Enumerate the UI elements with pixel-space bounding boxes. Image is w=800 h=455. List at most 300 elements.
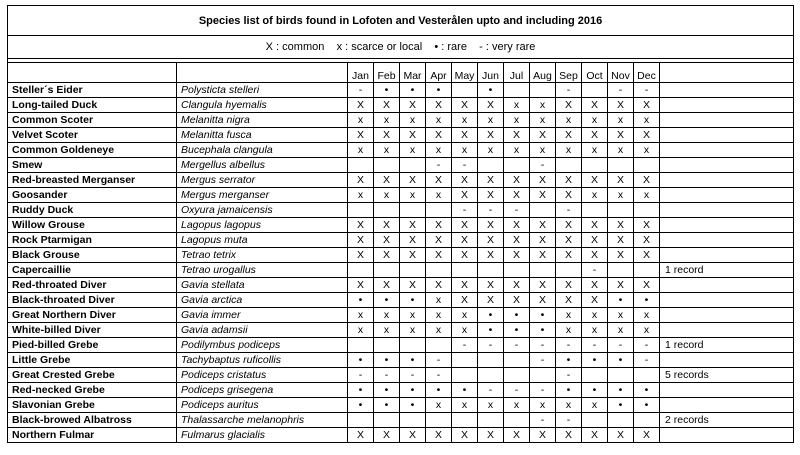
occurrence-cell: X xyxy=(478,98,504,113)
occurrence-cell: - xyxy=(634,83,660,98)
occurrence-cell: - xyxy=(530,383,556,398)
species-latin-name: Gavia adamsii xyxy=(177,323,348,338)
occurrence-cell xyxy=(478,413,504,428)
occurrence-cell: • xyxy=(582,353,608,368)
table-row xyxy=(8,323,794,338)
occurrence-cell xyxy=(426,413,452,428)
occurrence-cell: X xyxy=(504,278,530,293)
occurrence-cell: X xyxy=(426,173,452,188)
occurrence-cell: x xyxy=(452,143,478,158)
legend-row xyxy=(8,36,794,59)
occurrence-cell: x xyxy=(556,323,582,338)
occurrence-cell: • xyxy=(608,353,634,368)
occurrence-cell: - xyxy=(582,338,608,353)
occurrence-cell: X xyxy=(452,218,478,233)
occurrence-cell: X xyxy=(452,188,478,203)
occurrence-cell: x xyxy=(452,113,478,128)
occurrence-cell: x xyxy=(582,398,608,413)
occurrence-cell: - xyxy=(530,413,556,428)
species-latin-name: Tetrao urogallus xyxy=(177,263,348,278)
species-latin-name: Lagopus lagopus xyxy=(177,218,348,233)
species-common-name: Northern Fulmar xyxy=(8,428,177,443)
occurrence-cell: X xyxy=(426,428,452,443)
occurrence-cell: x xyxy=(556,113,582,128)
occurrence-cell: • xyxy=(608,293,634,308)
occurrence-cell xyxy=(348,338,374,353)
occurrence-cell xyxy=(634,203,660,218)
occurrence-cell: x xyxy=(582,143,608,158)
occurrence-cell: X xyxy=(348,248,374,263)
occurrence-cell: • xyxy=(556,353,582,368)
occurrence-cell: x xyxy=(374,323,400,338)
record-note: 1 record xyxy=(660,338,794,353)
occurrence-cell: X xyxy=(634,428,660,443)
occurrence-cell: x xyxy=(504,98,530,113)
occurrence-cell xyxy=(504,263,530,278)
occurrence-cell xyxy=(400,338,426,353)
occurrence-cell: X xyxy=(348,218,374,233)
record-note: 2 records xyxy=(660,413,794,428)
occurrence-cell: X xyxy=(582,293,608,308)
occurrence-cell: • xyxy=(400,83,426,98)
month-header: Dec xyxy=(634,63,660,83)
occurrence-cell xyxy=(452,83,478,98)
occurrence-cell: X xyxy=(530,428,556,443)
occurrence-cell: • xyxy=(556,383,582,398)
occurrence-cell: X xyxy=(556,188,582,203)
occurrence-cell: x xyxy=(582,188,608,203)
occurrence-cell: • xyxy=(374,83,400,98)
occurrence-cell xyxy=(634,158,660,173)
table-row xyxy=(8,143,794,158)
occurrence-cell: x xyxy=(530,98,556,113)
occurrence-cell: X xyxy=(556,293,582,308)
occurrence-cell: X xyxy=(478,248,504,263)
occurrence-cell xyxy=(478,353,504,368)
occurrence-cell: x xyxy=(374,143,400,158)
occurrence-cell: x xyxy=(348,113,374,128)
table-row xyxy=(8,83,794,98)
occurrence-cell xyxy=(504,83,530,98)
occurrence-cell: X xyxy=(478,173,504,188)
occurrence-cell: x xyxy=(426,293,452,308)
species-common-name: Velvet Scoter xyxy=(8,128,177,143)
occurrence-cell xyxy=(348,263,374,278)
species-latin-name: Fulmarus glacialis xyxy=(177,428,348,443)
occurrence-cell: • xyxy=(374,353,400,368)
occurrence-cell: - xyxy=(530,158,556,173)
species-latin-name: Podiceps auritus xyxy=(177,398,348,413)
occurrence-cell: X xyxy=(530,248,556,263)
month-header: Nov xyxy=(608,63,634,83)
occurrence-cell xyxy=(400,158,426,173)
occurrence-cell xyxy=(530,263,556,278)
occurrence-cell xyxy=(504,413,530,428)
table-row xyxy=(8,383,794,398)
occurrence-cell: x xyxy=(582,308,608,323)
occurrence-cell: X xyxy=(582,218,608,233)
table-row xyxy=(8,158,794,173)
occurrence-cell: X xyxy=(478,128,504,143)
species-common-name: Red-necked Grebe xyxy=(8,383,177,398)
occurrence-cell: X xyxy=(400,173,426,188)
occurrence-cell: X xyxy=(348,98,374,113)
table-row xyxy=(8,128,794,143)
species-common-name: Red-throated Diver xyxy=(8,278,177,293)
occurrence-cell: X xyxy=(478,218,504,233)
table-row xyxy=(8,308,794,323)
occurrence-cell xyxy=(348,158,374,173)
occurrence-cell: x xyxy=(426,398,452,413)
occurrence-cell: x xyxy=(374,308,400,323)
occurrence-cell xyxy=(400,203,426,218)
species-latin-name: Lagopus muta xyxy=(177,233,348,248)
occurrence-cell: X xyxy=(608,278,634,293)
table-row xyxy=(8,428,794,443)
occurrence-cell: x xyxy=(348,143,374,158)
occurrence-cell: X xyxy=(374,278,400,293)
occurrence-cell xyxy=(634,263,660,278)
species-latin-name: Oxyura jamaicensis xyxy=(177,203,348,218)
header-notes xyxy=(660,63,794,83)
occurrence-cell: X xyxy=(582,278,608,293)
occurrence-cell xyxy=(530,203,556,218)
occurrence-cell xyxy=(400,263,426,278)
occurrence-cell: X xyxy=(426,248,452,263)
occurrence-cell: X xyxy=(452,428,478,443)
occurrence-cell: X xyxy=(556,218,582,233)
table-title: Species list of birds found in Lofoten and Vesterålen upto and including 2016 xyxy=(8,6,794,36)
species-common-name: Slavonian Grebe xyxy=(8,398,177,413)
occurrence-cell xyxy=(452,353,478,368)
occurrence-cell xyxy=(452,263,478,278)
occurrence-cell: x xyxy=(348,308,374,323)
occurrence-cell: - xyxy=(452,203,478,218)
occurrence-cell: x xyxy=(400,143,426,158)
occurrence-cell xyxy=(582,368,608,383)
occurrence-cell: X xyxy=(374,428,400,443)
occurrence-cell: • xyxy=(504,308,530,323)
occurrence-cell: X xyxy=(634,128,660,143)
species-latin-name: Mergus serrator xyxy=(177,173,348,188)
species-common-name: Goosander xyxy=(8,188,177,203)
occurrence-cell: • xyxy=(634,398,660,413)
occurrence-cell: - xyxy=(374,368,400,383)
table-row xyxy=(8,353,794,368)
occurrence-cell: - xyxy=(348,368,374,383)
occurrence-cell: • xyxy=(634,383,660,398)
species-latin-name: Tetrao tetrix xyxy=(177,248,348,263)
occurrence-cell: x xyxy=(504,143,530,158)
occurrence-cell: X xyxy=(400,278,426,293)
occurrence-cell: - xyxy=(504,383,530,398)
occurrence-cell: • xyxy=(348,353,374,368)
table-row xyxy=(8,188,794,203)
table-row xyxy=(8,293,794,308)
species-latin-name: Polysticta stelleri xyxy=(177,83,348,98)
species-common-name: Common Goldeneye xyxy=(8,143,177,158)
occurrence-cell: X xyxy=(582,233,608,248)
occurrence-cell: X xyxy=(452,98,478,113)
occurrence-cell: - xyxy=(478,203,504,218)
occurrence-cell: X xyxy=(634,98,660,113)
occurrence-cell: • xyxy=(478,83,504,98)
species-common-name: Red-breasted Merganser xyxy=(8,173,177,188)
occurrence-cell: x xyxy=(634,188,660,203)
record-note xyxy=(660,428,794,443)
species-common-name: Ruddy Duck xyxy=(8,203,177,218)
occurrence-cell: X xyxy=(452,278,478,293)
occurrence-cell: x xyxy=(530,398,556,413)
occurrence-cell: • xyxy=(400,398,426,413)
occurrence-cell: x xyxy=(556,143,582,158)
species-common-name: Common Scoter xyxy=(8,113,177,128)
month-header-row xyxy=(8,63,794,83)
occurrence-cell xyxy=(504,353,530,368)
occurrence-cell: x xyxy=(374,188,400,203)
occurrence-cell: X xyxy=(530,278,556,293)
species-latin-name: Tachybaptus ruficollis xyxy=(177,353,348,368)
record-note xyxy=(660,203,794,218)
table-row xyxy=(8,368,794,383)
occurrence-cell xyxy=(504,368,530,383)
month-header: Aug xyxy=(530,63,556,83)
occurrence-cell: X xyxy=(634,218,660,233)
table-row xyxy=(8,173,794,188)
occurrence-cell: • xyxy=(348,398,374,413)
occurrence-cell: - xyxy=(426,368,452,383)
occurrence-cell: • xyxy=(348,293,374,308)
species-latin-name: Melanitta fusca xyxy=(177,128,348,143)
occurrence-cell: X xyxy=(400,128,426,143)
occurrence-cell: X xyxy=(608,98,634,113)
occurrence-cell: x xyxy=(426,188,452,203)
occurrence-cell: X xyxy=(374,98,400,113)
occurrence-cell: X xyxy=(374,173,400,188)
month-header: Sep xyxy=(556,63,582,83)
occurrence-cell: x xyxy=(608,323,634,338)
occurrence-cell: x xyxy=(426,113,452,128)
occurrence-cell: x xyxy=(478,113,504,128)
record-note xyxy=(660,143,794,158)
occurrence-cell: X xyxy=(478,188,504,203)
legend: X : common x : scarce or local • : rare - : very rare xyxy=(8,36,794,59)
species-latin-name: Podiceps cristatus xyxy=(177,368,348,383)
occurrence-cell: - xyxy=(348,83,374,98)
occurrence-cell: • xyxy=(400,383,426,398)
occurrence-cell: X xyxy=(530,233,556,248)
record-note xyxy=(660,83,794,98)
record-note xyxy=(660,248,794,263)
header-common-name xyxy=(8,63,177,83)
species-common-name: Little Grebe xyxy=(8,353,177,368)
species-latin-name: Melanitta nigra xyxy=(177,113,348,128)
table-row xyxy=(8,113,794,128)
record-note xyxy=(660,218,794,233)
occurrence-cell xyxy=(426,338,452,353)
table-row xyxy=(8,218,794,233)
occurrence-cell: x xyxy=(634,143,660,158)
occurrence-cell xyxy=(478,158,504,173)
occurrence-cell: X xyxy=(348,233,374,248)
occurrence-cell: x xyxy=(400,323,426,338)
record-note xyxy=(660,98,794,113)
occurrence-cell: X xyxy=(634,248,660,263)
occurrence-cell: X xyxy=(348,428,374,443)
occurrence-cell: X xyxy=(634,233,660,248)
occurrence-cell xyxy=(608,158,634,173)
occurrence-cell: X xyxy=(452,248,478,263)
occurrence-cell: - xyxy=(426,353,452,368)
occurrence-cell xyxy=(608,413,634,428)
occurrence-cell: X xyxy=(452,233,478,248)
occurrence-cell: X xyxy=(426,98,452,113)
occurrence-cell: X xyxy=(374,218,400,233)
occurrence-cell: X xyxy=(426,218,452,233)
occurrence-cell xyxy=(608,263,634,278)
month-header: Mar xyxy=(400,63,426,83)
occurrence-cell xyxy=(634,368,660,383)
record-note: 5 records xyxy=(660,368,794,383)
occurrence-cell: x xyxy=(348,323,374,338)
record-note xyxy=(660,353,794,368)
occurrence-cell: - xyxy=(556,338,582,353)
occurrence-cell: X xyxy=(556,173,582,188)
occurrence-cell xyxy=(374,413,400,428)
species-common-name: Black-browed Albatross xyxy=(8,413,177,428)
occurrence-cell xyxy=(478,368,504,383)
occurrence-cell: x xyxy=(556,398,582,413)
occurrence-cell: X xyxy=(608,218,634,233)
occurrence-cell xyxy=(426,203,452,218)
occurrence-cell: - xyxy=(478,338,504,353)
occurrence-cell: • xyxy=(400,353,426,368)
table-row xyxy=(8,398,794,413)
month-header: Feb xyxy=(374,63,400,83)
occurrence-cell: - xyxy=(452,158,478,173)
occurrence-cell: X xyxy=(504,428,530,443)
occurrence-cell: - xyxy=(426,158,452,173)
occurrence-cell: x xyxy=(452,323,478,338)
occurrence-cell: - xyxy=(504,203,530,218)
occurrence-cell: x xyxy=(634,323,660,338)
occurrence-cell: X xyxy=(400,248,426,263)
occurrence-cell: X xyxy=(556,428,582,443)
occurrence-cell: X xyxy=(348,128,374,143)
occurrence-cell: - xyxy=(608,83,634,98)
occurrence-cell xyxy=(374,158,400,173)
occurrence-cell: • xyxy=(478,323,504,338)
occurrence-cell xyxy=(348,413,374,428)
occurrence-cell: X xyxy=(582,98,608,113)
occurrence-cell: X xyxy=(348,173,374,188)
occurrence-cell: X xyxy=(582,428,608,443)
occurrence-cell: X xyxy=(400,218,426,233)
species-latin-name: Gavia immer xyxy=(177,308,348,323)
occurrence-cell: X xyxy=(504,173,530,188)
record-note xyxy=(660,293,794,308)
occurrence-cell: - xyxy=(556,368,582,383)
occurrence-cell xyxy=(530,368,556,383)
occurrence-cell: - xyxy=(400,368,426,383)
occurrence-cell: x xyxy=(530,143,556,158)
record-note xyxy=(660,128,794,143)
occurrence-cell xyxy=(504,158,530,173)
occurrence-cell: x xyxy=(582,323,608,338)
occurrence-cell: • xyxy=(530,323,556,338)
month-header: Oct xyxy=(582,63,608,83)
occurrence-cell xyxy=(426,263,452,278)
record-note xyxy=(660,158,794,173)
occurrence-cell: X xyxy=(634,173,660,188)
title-row xyxy=(8,6,794,36)
month-header: Jun xyxy=(478,63,504,83)
species-latin-name: Mergellus albellus xyxy=(177,158,348,173)
species-common-name: Long-tailed Duck xyxy=(8,98,177,113)
occurrence-cell: • xyxy=(582,383,608,398)
species-common-name: Willow Grouse xyxy=(8,218,177,233)
month-header: May xyxy=(452,63,478,83)
occurrence-cell xyxy=(634,413,660,428)
record-note xyxy=(660,308,794,323)
occurrence-cell: X xyxy=(478,428,504,443)
occurrence-cell xyxy=(608,368,634,383)
occurrence-cell: X xyxy=(530,173,556,188)
occurrence-cell xyxy=(608,203,634,218)
occurrence-cell: X xyxy=(608,428,634,443)
occurrence-cell: X xyxy=(556,278,582,293)
occurrence-cell: X xyxy=(556,98,582,113)
species-common-name: Steller´s Eider xyxy=(8,83,177,98)
species-common-name: White-billed Diver xyxy=(8,323,177,338)
occurrence-cell: x xyxy=(608,188,634,203)
occurrence-cell: X xyxy=(478,293,504,308)
record-note xyxy=(660,323,794,338)
species-latin-name: Thalassarche melanophris xyxy=(177,413,348,428)
species-latin-name: Gavia stellata xyxy=(177,278,348,293)
occurrence-cell: x xyxy=(608,308,634,323)
occurrence-cell: x xyxy=(608,113,634,128)
record-note xyxy=(660,398,794,413)
occurrence-cell: x xyxy=(400,188,426,203)
record-note xyxy=(660,173,794,188)
occurrence-cell xyxy=(400,413,426,428)
occurrence-cell: X xyxy=(504,233,530,248)
occurrence-cell: X xyxy=(426,233,452,248)
species-latin-name: Clangula hyemalis xyxy=(177,98,348,113)
occurrence-cell: - xyxy=(530,338,556,353)
table-row xyxy=(8,263,794,278)
occurrence-cell: X xyxy=(478,278,504,293)
occurrence-cell: X xyxy=(504,218,530,233)
record-note xyxy=(660,188,794,203)
occurrence-cell: • xyxy=(400,293,426,308)
occurrence-cell: x xyxy=(400,113,426,128)
occurrence-cell: x xyxy=(556,308,582,323)
occurrence-cell: x xyxy=(530,113,556,128)
occurrence-cell: - xyxy=(634,353,660,368)
occurrence-cell: X xyxy=(582,128,608,143)
occurrence-cell: X xyxy=(582,173,608,188)
occurrence-cell xyxy=(582,158,608,173)
occurrence-cell: • xyxy=(634,293,660,308)
occurrence-cell: - xyxy=(556,83,582,98)
occurrence-cell: X xyxy=(556,233,582,248)
occurrence-cell: X xyxy=(374,233,400,248)
species-common-name: Rock Ptarmigan xyxy=(8,233,177,248)
occurrence-cell: x xyxy=(400,308,426,323)
occurrence-cell: • xyxy=(608,398,634,413)
